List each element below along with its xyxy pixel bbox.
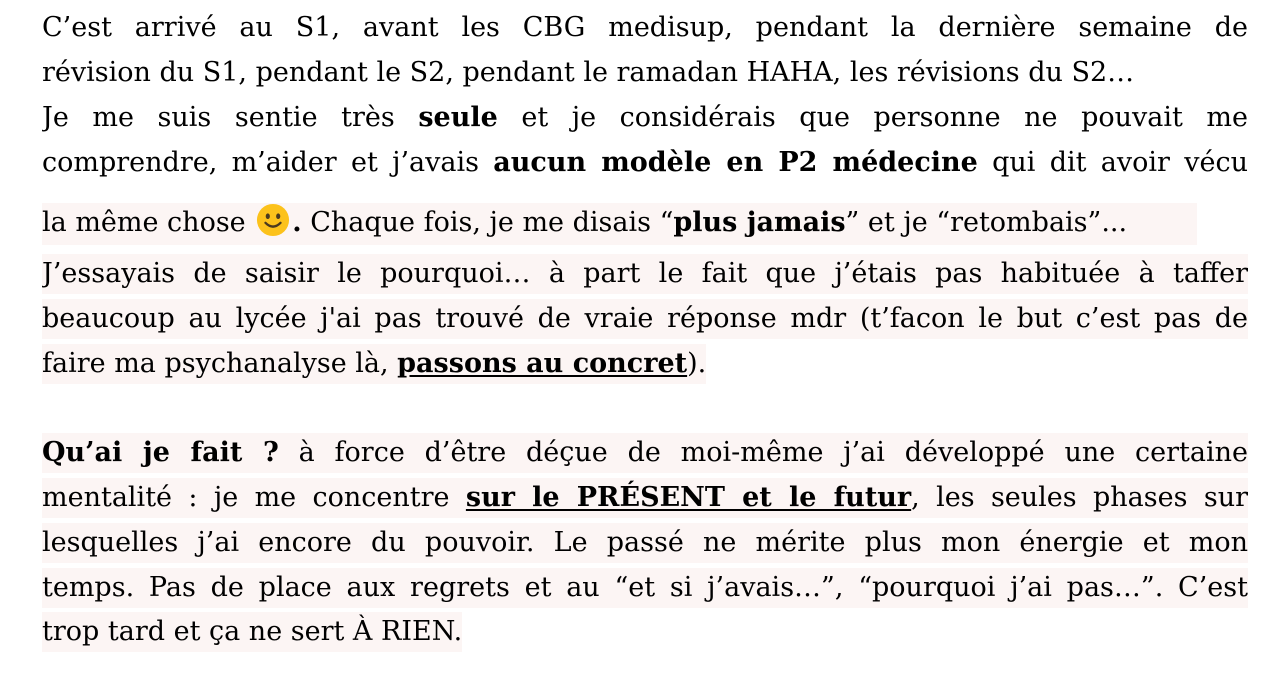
text: trop tard et ça ne sert À RIEN. (42, 616, 463, 647)
text: J’essayais de saisir le pourquoi… à part le fait que j’étais pas habituée à taffer (42, 258, 1248, 289)
text: révision du S1, pendant le S2, pendant le ramadan HAHA, les révisions du S2… (42, 57, 1135, 88)
bold-text-quai-je-fait: Qu’ai je fait ? (42, 437, 279, 468)
text: , les seules phases sur (911, 482, 1248, 513)
paragraph1-line5 (42, 203, 1197, 245)
bold-underlined-present-futur: sur le PRÉSENT et le futur (465, 482, 912, 513)
paragraph2-line1 (42, 433, 1248, 473)
paragraph2-line2 (42, 478, 1248, 518)
bold-text-seule: seule (418, 102, 498, 133)
bold-underlined-passons-au-concret: passons au concret (397, 348, 688, 379)
text: faire ma psychanalyse là, (42, 348, 398, 379)
text: Je me suis sentie très (42, 102, 419, 133)
text: lesquelles j’ai encore du pouvoir. Le passé ne mérite plus mon énergie et mon (42, 527, 1248, 558)
bold-text-modele: aucun modèle en P2 médecine (493, 147, 978, 178)
text: qui dit avoir vécu (977, 147, 1248, 178)
paragraph1-line2 (42, 53, 1134, 93)
paragraph1-line6 (42, 254, 1248, 294)
bold-text-plus-jamais: plus jamais (673, 207, 846, 238)
text: la même chose (42, 207, 255, 238)
paragraph1-line8 (42, 344, 706, 384)
paragraph1-line3 (42, 98, 1248, 138)
slightly-smiling-face-icon (256, 203, 290, 237)
text: ). (687, 348, 707, 379)
text: à force d’être déçue de moi-même j’ai développé une certaine (278, 437, 1248, 468)
paragraph2-line5 (42, 612, 462, 652)
text: Chaque fois, je me disais “ (301, 207, 674, 238)
paragraph2-line3 (42, 523, 1248, 563)
text: beaucoup au lycée j'ai pas trouvé de vraie réponse mdr (t’facon le but c’est pas de (42, 303, 1248, 334)
paragraph1-line4 (42, 143, 1248, 183)
bold-period: . (292, 207, 302, 238)
text: C’est arrivé au S1, avant les CBG medisup, pendant la dernière semaine de (42, 12, 1248, 43)
paragraph1-line7 (42, 299, 1248, 339)
text: comprendre, m’aider et j’avais (42, 147, 494, 178)
text: mentalité : je me concentre (42, 482, 466, 513)
paragraph1-line1 (42, 8, 1248, 48)
text: et je considérais que personne ne pouvait me (497, 102, 1248, 133)
paragraph2-line4 (42, 568, 1248, 608)
text: temps. Pas de place aux regrets et au “et si j’avais…”, “pourquoi j’ai pas…”. C’est (42, 572, 1248, 603)
text: ” et je “retombais”... (845, 207, 1128, 238)
